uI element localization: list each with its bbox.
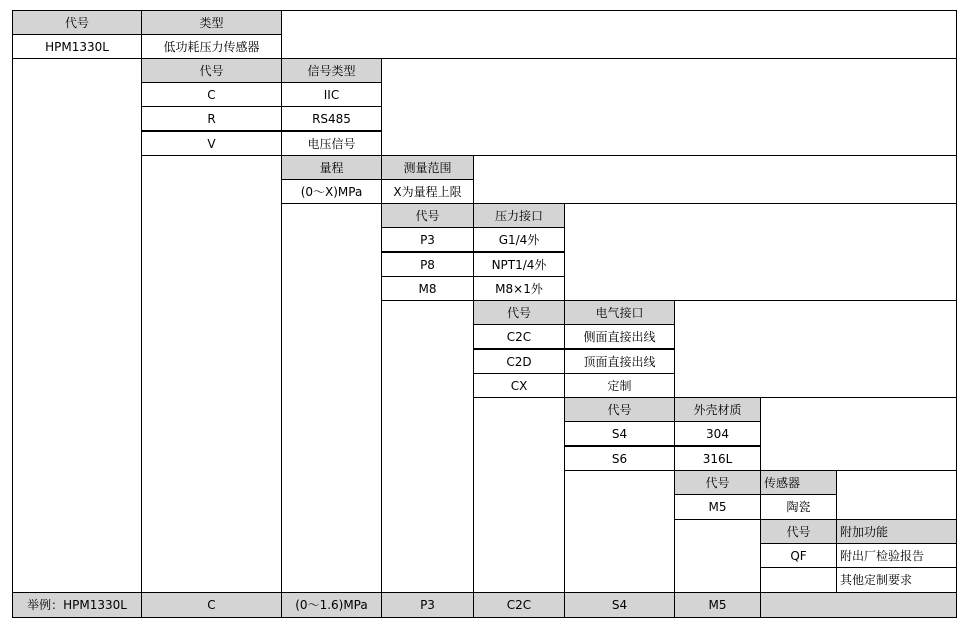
- model-code-header: 代号: [12, 10, 142, 35]
- pressure-port-type: NPT1/4外: [473, 252, 565, 277]
- electrical-blank-area: [674, 300, 957, 398]
- sensor-code-header: 代号: [674, 470, 761, 495]
- pressure-port-type: M8×1外: [473, 276, 565, 301]
- example-electrical: C2C: [473, 592, 565, 618]
- example-sensor: M5: [674, 592, 761, 618]
- sensor-column-span: [674, 519, 761, 593]
- housing-column-span: [564, 470, 675, 593]
- electrical-type: 顶面直接出线: [564, 349, 675, 374]
- electrical-type: 侧面直接出线: [564, 324, 675, 349]
- electrical-code-header: 代号: [473, 300, 565, 325]
- signal-type: RS485: [281, 106, 382, 131]
- housing-type: 316L: [674, 446, 761, 471]
- range-code: (0～X)MPa: [281, 179, 382, 204]
- housing-type-header: 外壳材质: [674, 397, 761, 422]
- extra-type: 附出厂检验报告: [836, 543, 957, 568]
- signal-code: C: [141, 82, 282, 107]
- pressure-port-blank-area: [564, 203, 957, 301]
- model-code: HPM1330L: [12, 34, 142, 59]
- signal-type: 电压信号: [281, 131, 382, 156]
- model-type: 低功耗压力传感器: [141, 34, 282, 59]
- pressure-port-code: M8: [381, 276, 474, 301]
- signal-code: V: [141, 131, 282, 156]
- pressure-port-code-header: 代号: [381, 203, 474, 228]
- extra-code-header: 代号: [760, 519, 837, 544]
- housing-blank-area: [760, 397, 957, 471]
- range-blank-area: [473, 155, 957, 204]
- housing-type: 304: [674, 421, 761, 446]
- signal-code-header: 代号: [141, 58, 282, 83]
- electrical-column-span: [473, 397, 565, 593]
- electrical-type: 定制: [564, 373, 675, 398]
- example-extra: [760, 592, 957, 618]
- model-column-span: [12, 58, 142, 593]
- electrical-code: CX: [473, 373, 565, 398]
- electrical-code: C2C: [473, 324, 565, 349]
- range-desc-header: 测量范围: [381, 155, 474, 180]
- signal-type: IIC: [281, 82, 382, 107]
- housing-code: S4: [564, 421, 675, 446]
- range-column-span: [281, 203, 382, 593]
- pressure-port-code: P3: [381, 227, 474, 252]
- range-code-header: 量程: [281, 155, 382, 180]
- example-signal: C: [141, 592, 282, 618]
- extra-type-header: 附加功能: [836, 519, 957, 544]
- sensor-code: M5: [674, 494, 761, 520]
- pressure-port-type-header: 压力接口: [473, 203, 565, 228]
- example-label: 举例：HPM1330L: [12, 592, 142, 618]
- electrical-type-header: 电气接口: [564, 300, 675, 325]
- extra-code: [760, 567, 837, 593]
- housing-code: S6: [564, 446, 675, 471]
- signal-type-header: 信号类型: [281, 58, 382, 83]
- example-pressure-port: P3: [381, 592, 474, 618]
- housing-code-header: 代号: [564, 397, 675, 422]
- signal-blank-area: [381, 58, 957, 156]
- sensor-type-header: 传感器: [760, 470, 837, 495]
- electrical-code: C2D: [473, 349, 565, 374]
- model-type-header: 类型: [141, 10, 282, 35]
- pressure-port-column-span: [381, 300, 474, 593]
- signal-code: R: [141, 106, 282, 131]
- range-desc: X为量程上限: [381, 179, 474, 204]
- extra-code: QF: [760, 543, 837, 568]
- pressure-port-type: G1/4外: [473, 227, 565, 252]
- extra-type: 其他定制要求: [836, 567, 957, 593]
- sensor-type: 陶瓷: [760, 494, 837, 520]
- sensor-blank-area: [836, 470, 957, 520]
- example-range: (0～1.6)MPa: [281, 592, 382, 618]
- signal-column-span: [141, 155, 282, 593]
- model-blank-area: [281, 10, 957, 59]
- example-housing: S4: [564, 592, 675, 618]
- pressure-port-code: P8: [381, 252, 474, 277]
